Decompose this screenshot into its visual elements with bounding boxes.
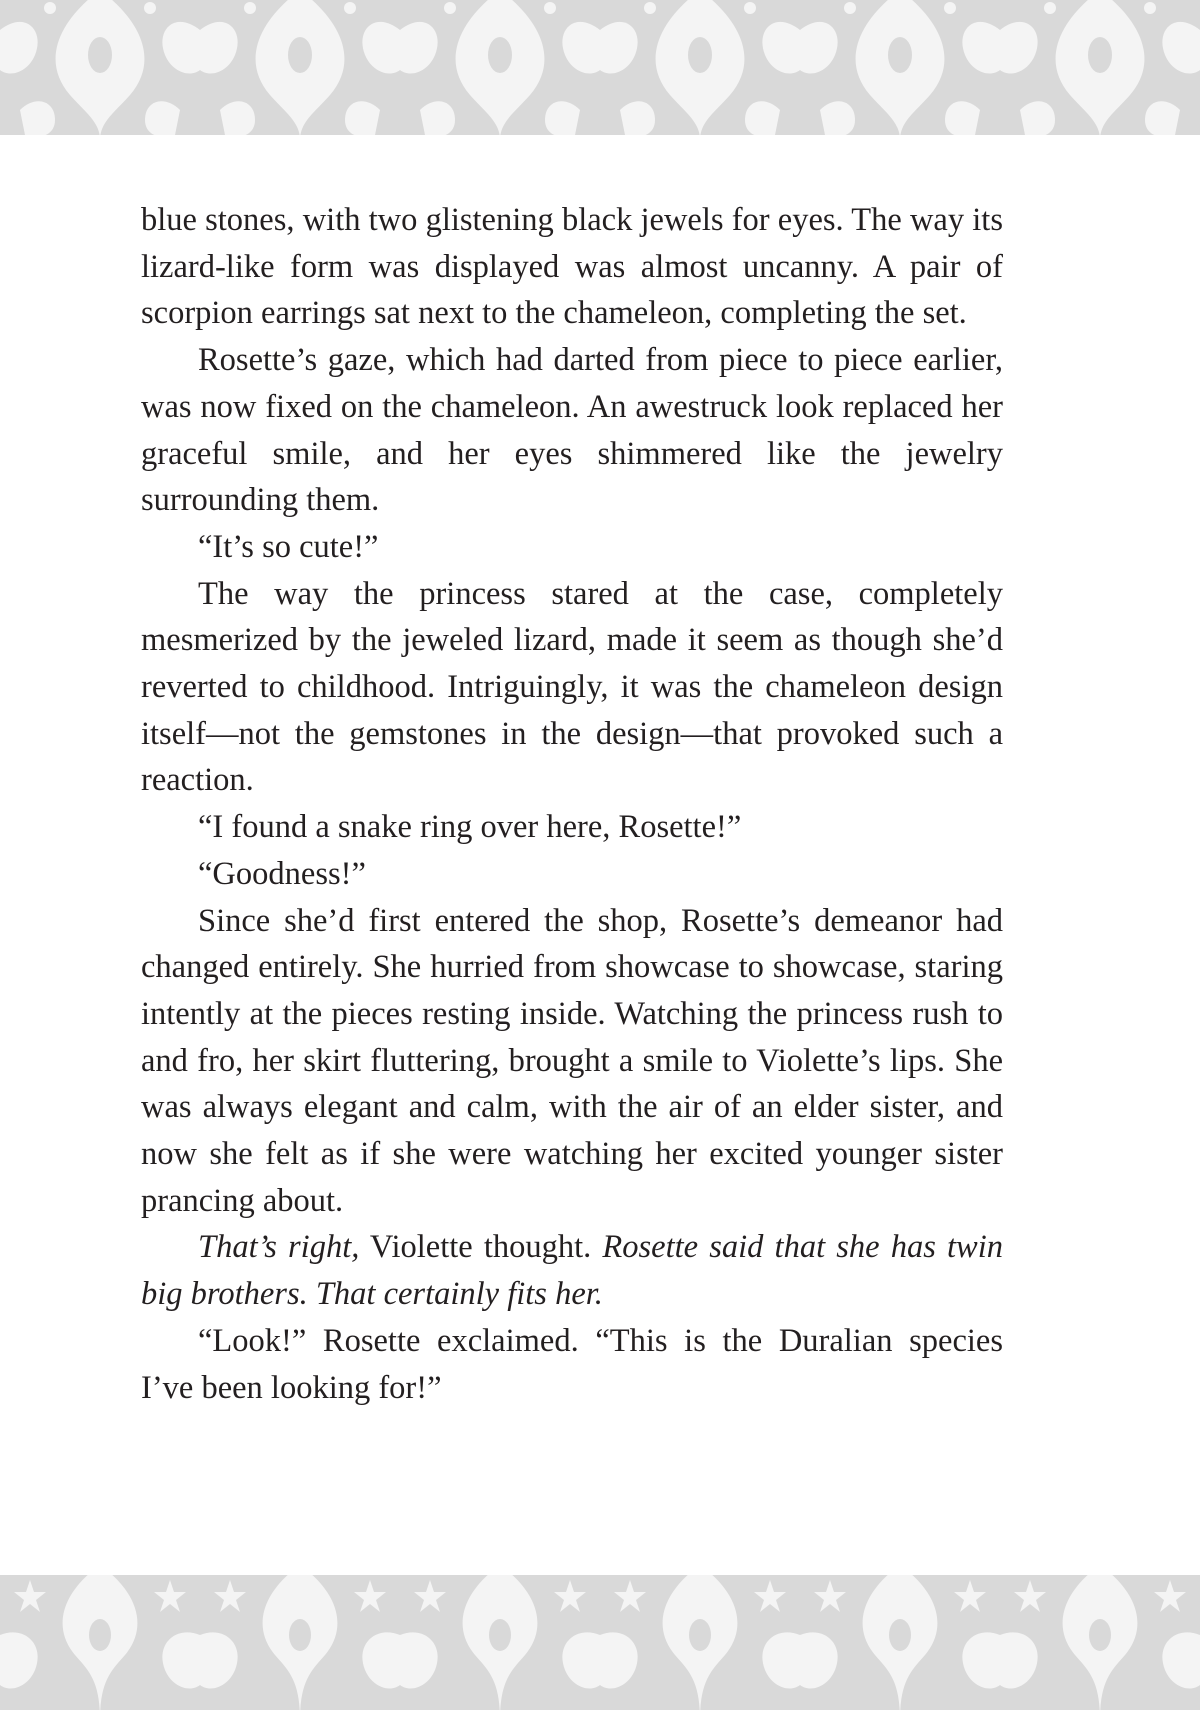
paragraph [141,851,1003,898]
text-segment: “I found a snake ring over here, Rosette!” [198,809,742,846]
text-segment: Rosette’s gaze, which had darted from piece to piece earlier, was now fixed on the chameleon. An awestruck look replaced her graceful smile, and her eyes shimmered like the jewelry surrounding them. [141,342,1003,519]
text-segment: “Look!” Rosette exclaimed. “This is the Duralian species I’ve been looking for!” [141,1322,1003,1406]
text-segment: Violette thought. [359,1229,603,1266]
paragraph [141,1318,1003,1411]
paragraph [141,1224,1003,1317]
text-segment: Since she’d first entered the shop, Rosette’s demeanor had changed entirely. She hurried from showcase to showcase, staring intently at the pieces resting inside. Watching the princess rush to and fro, her skirt fluttering, brought a smile to Violette’s lips. She was always elegant and calm, with the air of an elder sister, and now she felt as if she were watching her excited younger sister prancing about. [141,902,1003,1219]
bottom-damask-border [0,1575,1200,1710]
text-segment: The way the princess stared at the case, completely mesmerized by the jeweled lizard, made it seem as though she’d reverted to childhood. Intriguingly, it was the chameleon design itself—not the gemstones in the design—that provoked such a reaction. [141,575,1003,799]
paragraph [141,337,1003,524]
page-body-text [141,197,1003,1411]
text-segment: blue stones, with two glistening black jewels for eyes. The way its lizard-like form was displayed was almost uncanny. A pair of scorpion earrings sat next to the chameleon, completing the set. [141,202,1003,332]
paragraph [141,524,1003,571]
paragraph [141,197,1003,337]
text-segment: “It’s so cute!” [198,528,379,565]
italic-text-segment: That’s right, [198,1229,360,1266]
italic-text-segment: Rosette said that she has twin big brothers. That certainly fits her. [141,1229,1003,1313]
top-damask-border [0,0,1200,135]
paragraph [141,804,1003,851]
paragraph [141,898,1003,1225]
paragraph [141,571,1003,805]
text-segment: “Goodness!” [198,855,366,892]
